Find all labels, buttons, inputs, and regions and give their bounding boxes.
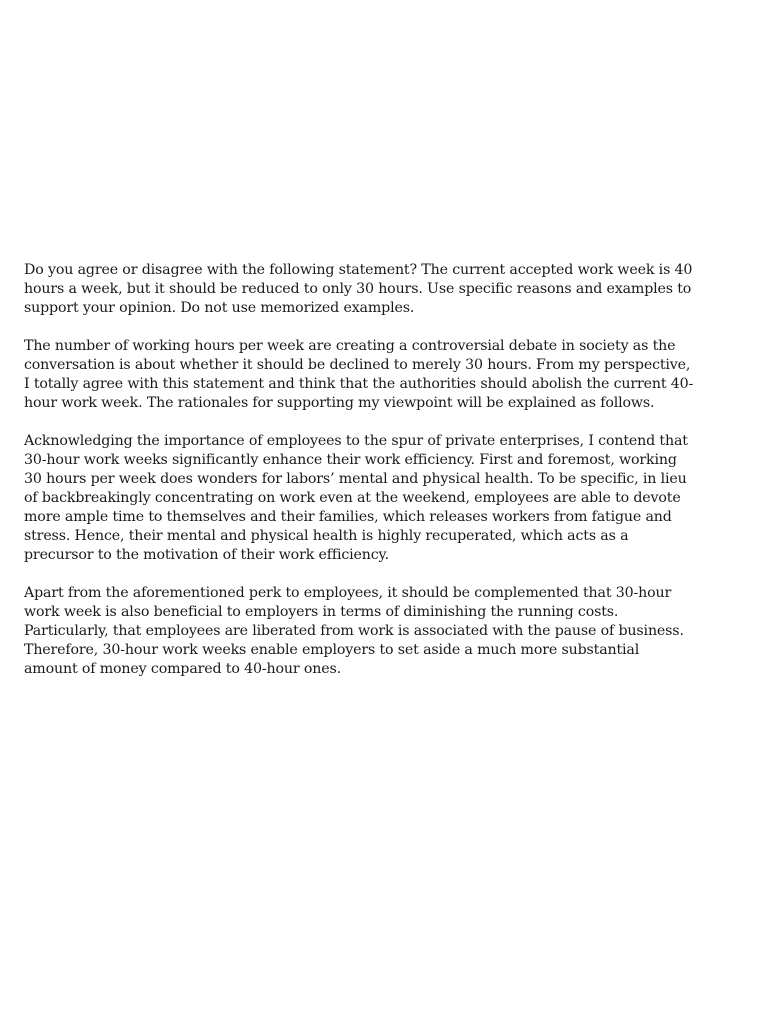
paragraph-body-2: Apart from the aforementioned perk to employees, it should be complemented that 30-hour work week is also beneficial to employers in terms of diminishing the running costs. Particularly, that employees are liberated from work is associated with the pause of business. Therefore, 30-hour work weeks enable employers to set aside a much more substantial amount of money compared to 40-hour ones.: [24, 585, 684, 677]
paragraph-introduction: The number of working hours per week are creating a controversial debate in society as the conversation is about whether it should be declined to merely 30 hours. From my perspective, I totally agree with this statement and think that the authorities should abolish the current 40- hour work week. The rationales for supporting my viewpoint will be explained as follows.: [24, 338, 694, 411]
essay-prompt: Do you agree or disagree with the following statement? The current accepted work week is 40 hours a week, but it should be reduced to only 30 hours. Use specific reasons and examples to support your opinion. Do not use memorized examples.: [24, 262, 693, 316]
document-body: [24, 261, 740, 698]
paragraph-body-1: Acknowledging the importance of employees to the spur of private enterprises, I contend that 30-hour work weeks significantly enhance their work efficiency. First and foremost, working 30 hours per week does wonders for labors’ mental and physical health. To be specific, in lieu of backbreakingly concentrating on work even at the weekend, employees are able to devote more ample time to themselves and their families, which releases workers from fatigue and stress. Hence, their mental and physical health is highly recuperated, which acts as a precursor to the motivation of their work efficiency.: [24, 433, 688, 563]
